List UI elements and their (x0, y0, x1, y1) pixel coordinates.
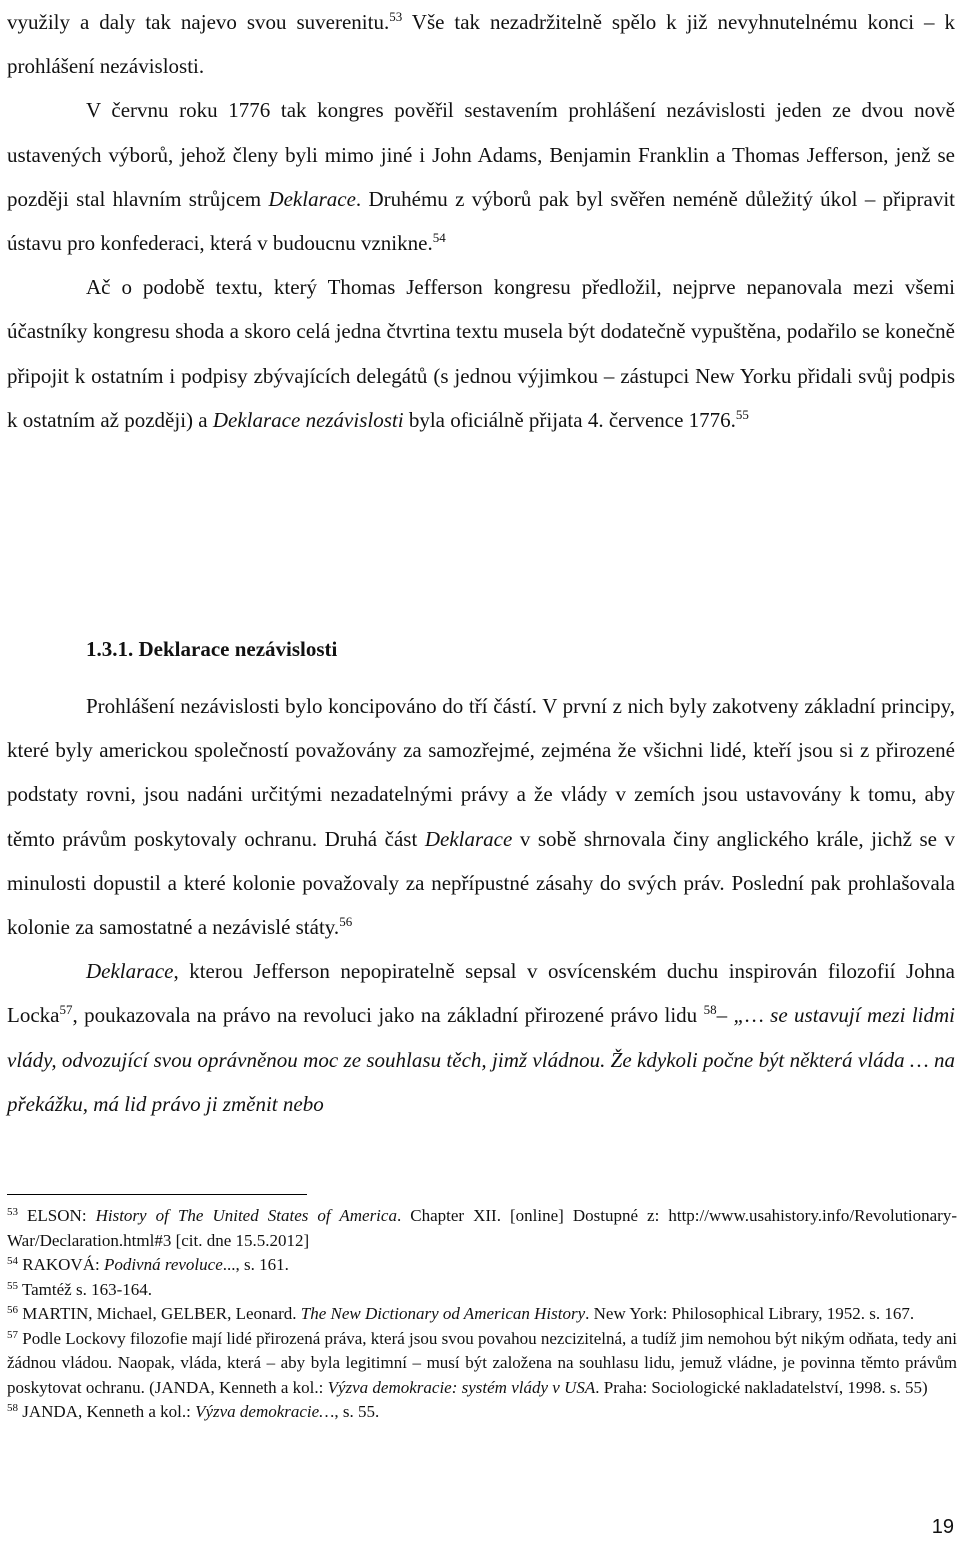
text-run: Ač o podobě textu, který Thomas Jefferson kongresu předložil, nejprve nepanovala mezi všemi účastníky kongresu shoda a skoro celá jedna čtvrtina textu musela být dodatečně vypuštěna, podařilo se konečně připojit k ostatním i podpisy zbývajících delegátů (s jednou výjimkou – zástupci New Yorku přidali svůj podpis k ostatním až později) a (7, 275, 955, 432)
page-number: 19 (931, 1516, 954, 1538)
footnote-number: 54 (7, 1255, 18, 1267)
italic-run: : (451, 1377, 462, 1397)
italic-run: Podivná revoluce (103, 1255, 223, 1274)
footnote-number: 55 (7, 1279, 18, 1292)
text-run: , s. 55. (334, 1402, 380, 1421)
paragraph-committees (7, 88, 955, 265)
section-heading: 1.3.1. Deklarace nezávislosti (86, 637, 338, 661)
italic-quote: „… se ustavují mezi lidmi vlády, odvozující svou oprávněnou moc ze souhlasu těch, jimž vládnou. Že kdykoli počne být některá vláda … na překážku, má lid právo ji změnit nebo (7, 1003, 955, 1116)
italic-run: Deklarace (268, 186, 356, 211)
italic-run: History of The United States of America (95, 1206, 397, 1225)
body-text-section (7, 684, 955, 1126)
footnotes (7, 1204, 957, 1425)
paragraph-adoption (7, 265, 955, 442)
text-run: . Praha: Sociologické nakladatelství, 1998. s. 55) (595, 1377, 928, 1397)
footnote-link-text[interactable]: . Chapter XII. [online] Dostupné z: http://www.usahistory.info/Revolutionary-War/Declaration.html#3 [cit. dne 15.5.2012] (7, 1206, 958, 1250)
footnote-55 (7, 1278, 957, 1303)
text-run: byla oficiálně přijata 4. července 1776. (403, 407, 736, 432)
footnote-56 (7, 1302, 957, 1327)
text-run: v sobě shrnovala činy anglického krále, jichž se v minulosti dopustil a které kolonie považovaly za nepřípustné zásahy do svých práv. Poslední pak prohlašovala kolonie za samostatné a nezávislé státy. (7, 826, 955, 940)
text-run: V červnu roku 1776 tak kongres pověřil sestavením prohlášení nezávislosti jeden ze dvou nově ustavených výborů, jehož členy byli mimo jiné i John Adams, Benjamin Franklin a Thomas Jefferson, jenž se později stal hlavním strůjcem (7, 98, 955, 211)
text-run: , kterou Jefferson nepopiratelně sepsal v osvícenském duchu inspirován filozofií Johna Locka (7, 959, 955, 1028)
footnote-53 (7, 1204, 957, 1253)
italic-run: Výzva demokracie (327, 1377, 452, 1397)
italic-run: systém vlády v USA (461, 1377, 596, 1397)
text-run: JANDA, Kenneth a kol.: (18, 1402, 196, 1421)
footnote-ref-53[interactable]: 53 (389, 9, 403, 24)
body-text-top (7, 0, 955, 442)
text-run: Tamtéž s. 163-164. (18, 1279, 152, 1299)
italic-run: Deklarace (424, 826, 513, 851)
text-run: , poukazovala na právo na revoluci jako na základní přirozené právo lidu (72, 1003, 704, 1028)
footnote-number: 57 (7, 1328, 18, 1341)
paragraph-structure (7, 684, 955, 949)
text-run: ELSON: (18, 1206, 96, 1225)
text-run: Vše tak nezadržitelně spělo k již nevyhnutelnému konci – k prohlášení nezávislosti. (7, 10, 955, 79)
text-run: ..., s. 161. (222, 1255, 289, 1274)
footnote-ref-57[interactable]: 57 (59, 1002, 73, 1018)
text-run: Podle Lockovy filozofie mají lidé přirozená práva, která jsou svou povahou nezcizitelná, a tudíž jim nemohou být nikým odňata, tedy ani žádnou vládou. Naopak, vláda, která – aby byla legitimní – musí být založena na souhlasu lidu, jemuž vládne, je povinna těmto právům poskytovat ochranu. (JANDA, Kenneth a kol.: (7, 1328, 957, 1397)
paragraph-locke (7, 949, 955, 1126)
italic-run: Výzva demokracie… (195, 1402, 335, 1421)
footnote-ref-58[interactable]: 58 (703, 1002, 717, 1018)
text-run: . Druhému z výborů pak byl svěřen neméně důležitý úkol – připravit ústavu pro konfederaci, která v budoucnu vznikne. (7, 186, 955, 256)
text-run: MARTIN, Michael, GELBER, Leonard. (18, 1304, 301, 1323)
text-run: Prohlášení nezávislosti bylo koncipováno do tří částí. V první z nich byly zakotveny základní principy, které byly americkou společností považovány za samozřejmé, zejména že všichni lidé, kteří jsou si z přirozené podstaty rovni, jsou nadáni určitými nezadatelnými právy a že vlády v zemích jsou ustavovány k tomu, aby těmto právům poskytovaly ochranu. Druhá část (7, 694, 955, 851)
italic-run: Deklarace (86, 959, 174, 984)
footnote-ref-56[interactable]: 56 (339, 914, 353, 930)
footnote-number: 56 (7, 1304, 18, 1316)
italic-run: Deklarace nezávislosti (212, 407, 404, 432)
text-run: – (716, 1003, 734, 1028)
footnote-58 (7, 1400, 957, 1425)
text-run: využily a daly tak najevo svou suverenitu. (7, 10, 390, 34)
footnote-number: 53 (7, 1206, 18, 1218)
footnote-ref-54[interactable]: 54 (432, 230, 446, 246)
text-run: . New York: Philosophical Library, 1952. s. 167. (585, 1304, 915, 1323)
text-run: RAKOVÁ: (18, 1255, 104, 1274)
footnote-number: 58 (7, 1402, 18, 1414)
paragraph-continuation (7, 0, 955, 88)
footnote-57 (7, 1327, 957, 1401)
italic-run: The New Dictionary od American History (300, 1304, 586, 1323)
footnote-ref-55[interactable]: 55 (735, 406, 749, 422)
footnote-separator (7, 1194, 307, 1195)
footnote-54 (7, 1253, 957, 1278)
